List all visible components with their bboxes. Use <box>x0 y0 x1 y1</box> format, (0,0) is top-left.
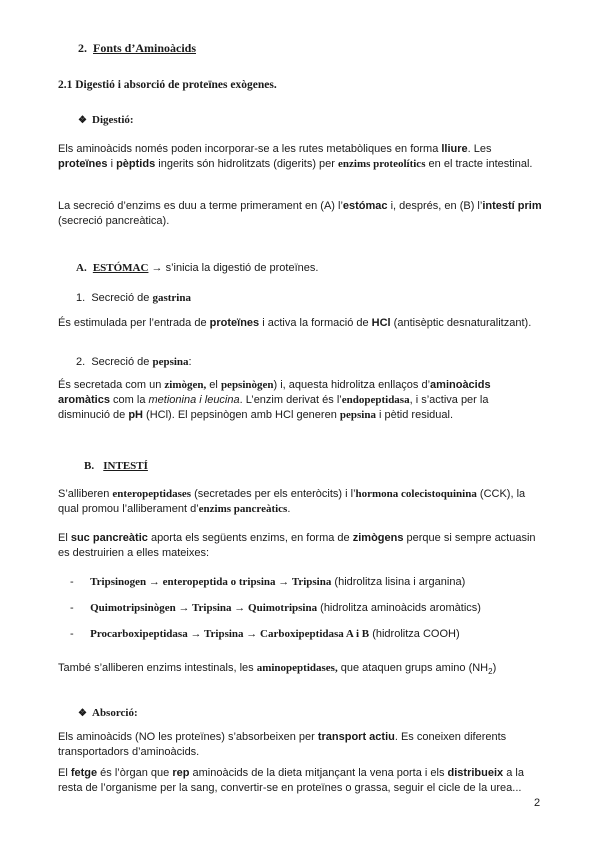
absorcio-heading <box>78 706 562 721</box>
estomac-subtitle: → s’inicia la digestió de proteïnes. <box>148 262 319 274</box>
absorcio-paragraph-1: Els aminoàcids (NO les proteïnes) s’absorbeixen per transport actiu. Es coneixen diferents transportadors d’aminoàcids. <box>58 731 507 759</box>
intesti-heading <box>84 459 568 474</box>
diamond-bullet-icon: ❖ <box>78 115 87 126</box>
estomac-title: ESTÓMAC <box>92 262 149 274</box>
absorcio-paragraph-2: El fetge és l’òrgan que rep aminoàcids de la dieta mitjançant la vena porta i els distribueix a la resta de l’organisme per la sang, convertir-se en proteïnes o grassa, seguir el cicle de la urea... <box>58 767 524 795</box>
page-number: 2 <box>534 797 541 809</box>
estomac-paragraph-1: És estimulada per l’entrada de proteïnes i activa la formació de HCl (antisèptic desnaturalitzant). <box>58 317 532 329</box>
intesti-paragraph-2: El suc pancreàtic aporta els següents enzims, en forma de zimògens perque si sempre actuasin es destruirien a elles mateixes: <box>58 532 536 560</box>
subsection-heading: 2.1 Digestió i absorció de proteïnes exògenes. <box>58 79 277 91</box>
estomac-letter: A. <box>76 262 87 274</box>
estomac-heading <box>76 261 560 276</box>
enzyme-list-item: - Procarboxipeptidasa → Tripsina → Carboxipeptidasa A i B (hidrolitza COOH) <box>70 628 460 640</box>
digestio-heading-text: Digestió: <box>92 114 134 126</box>
absorcio-heading-text: Absorció: <box>92 707 138 719</box>
intesti-title: INTESTÍ <box>103 460 148 472</box>
estomac-item-2: 2. Secreció de pepsina: <box>76 356 192 368</box>
intesti-paragraph-3: També s’alliberen enzims intestinals, les aminopeptidases, que ataquen grups amino $(NH_2)$ <box>58 662 497 677</box>
intesti-paragraph-1: S’alliberen enteropeptidases (secretades per els enteròcits) i l’hormona colecistoquinina (CCK), la qual promou l’alliberament d’enzims pancreàtics. <box>58 488 526 516</box>
digestio-heading <box>78 113 562 128</box>
estomac-item-1: 1. Secreció de gastrina <box>76 292 191 304</box>
estomac-paragraph-2: És secretada com un zimògen, el pepsinògen) i, aquesta hidrolitza enllaços d’aminoàcids aromàtics com la metionina i leucina. L’enzim derivat és l’endopeptidasa, i s’activa per la disminució de pH (HCl). El pepsinògen amb HCl generen pepsina i pètid residual. <box>58 379 491 422</box>
intesti-letter: B. <box>84 460 95 472</box>
enzyme-list-item: - Quimotripsinògen → Tripsina → Quimotripsina (hidrolitza aminoàcids aromàtics) <box>70 602 481 614</box>
digestio-paragraph-2: La secreció d’enzims es duu a terme primerament en (A) l’estómac i, després, en (B) l’intestí prim (secreció pancreàtica). <box>58 200 542 228</box>
section-heading <box>78 40 562 57</box>
digestio-paragraph-1: Els aminoàcids només poden incorporar-se a les rutes metabòliques en forma lliure. Les proteïnes i pèptids ingerits són hidrolitzats (digerits) per enzims proteolítics en el tracte intestinal. <box>58 143 533 171</box>
section-number: 2. <box>78 41 87 55</box>
diamond-bullet-icon: ❖ <box>78 708 87 719</box>
enzyme-list-item: - Tripsinogen → enteropeptida o tripsina → Tripsina (hidrolitza lisina i arganina) <box>70 576 466 588</box>
section-title: Fonts d’Aminoàcids <box>93 41 197 55</box>
